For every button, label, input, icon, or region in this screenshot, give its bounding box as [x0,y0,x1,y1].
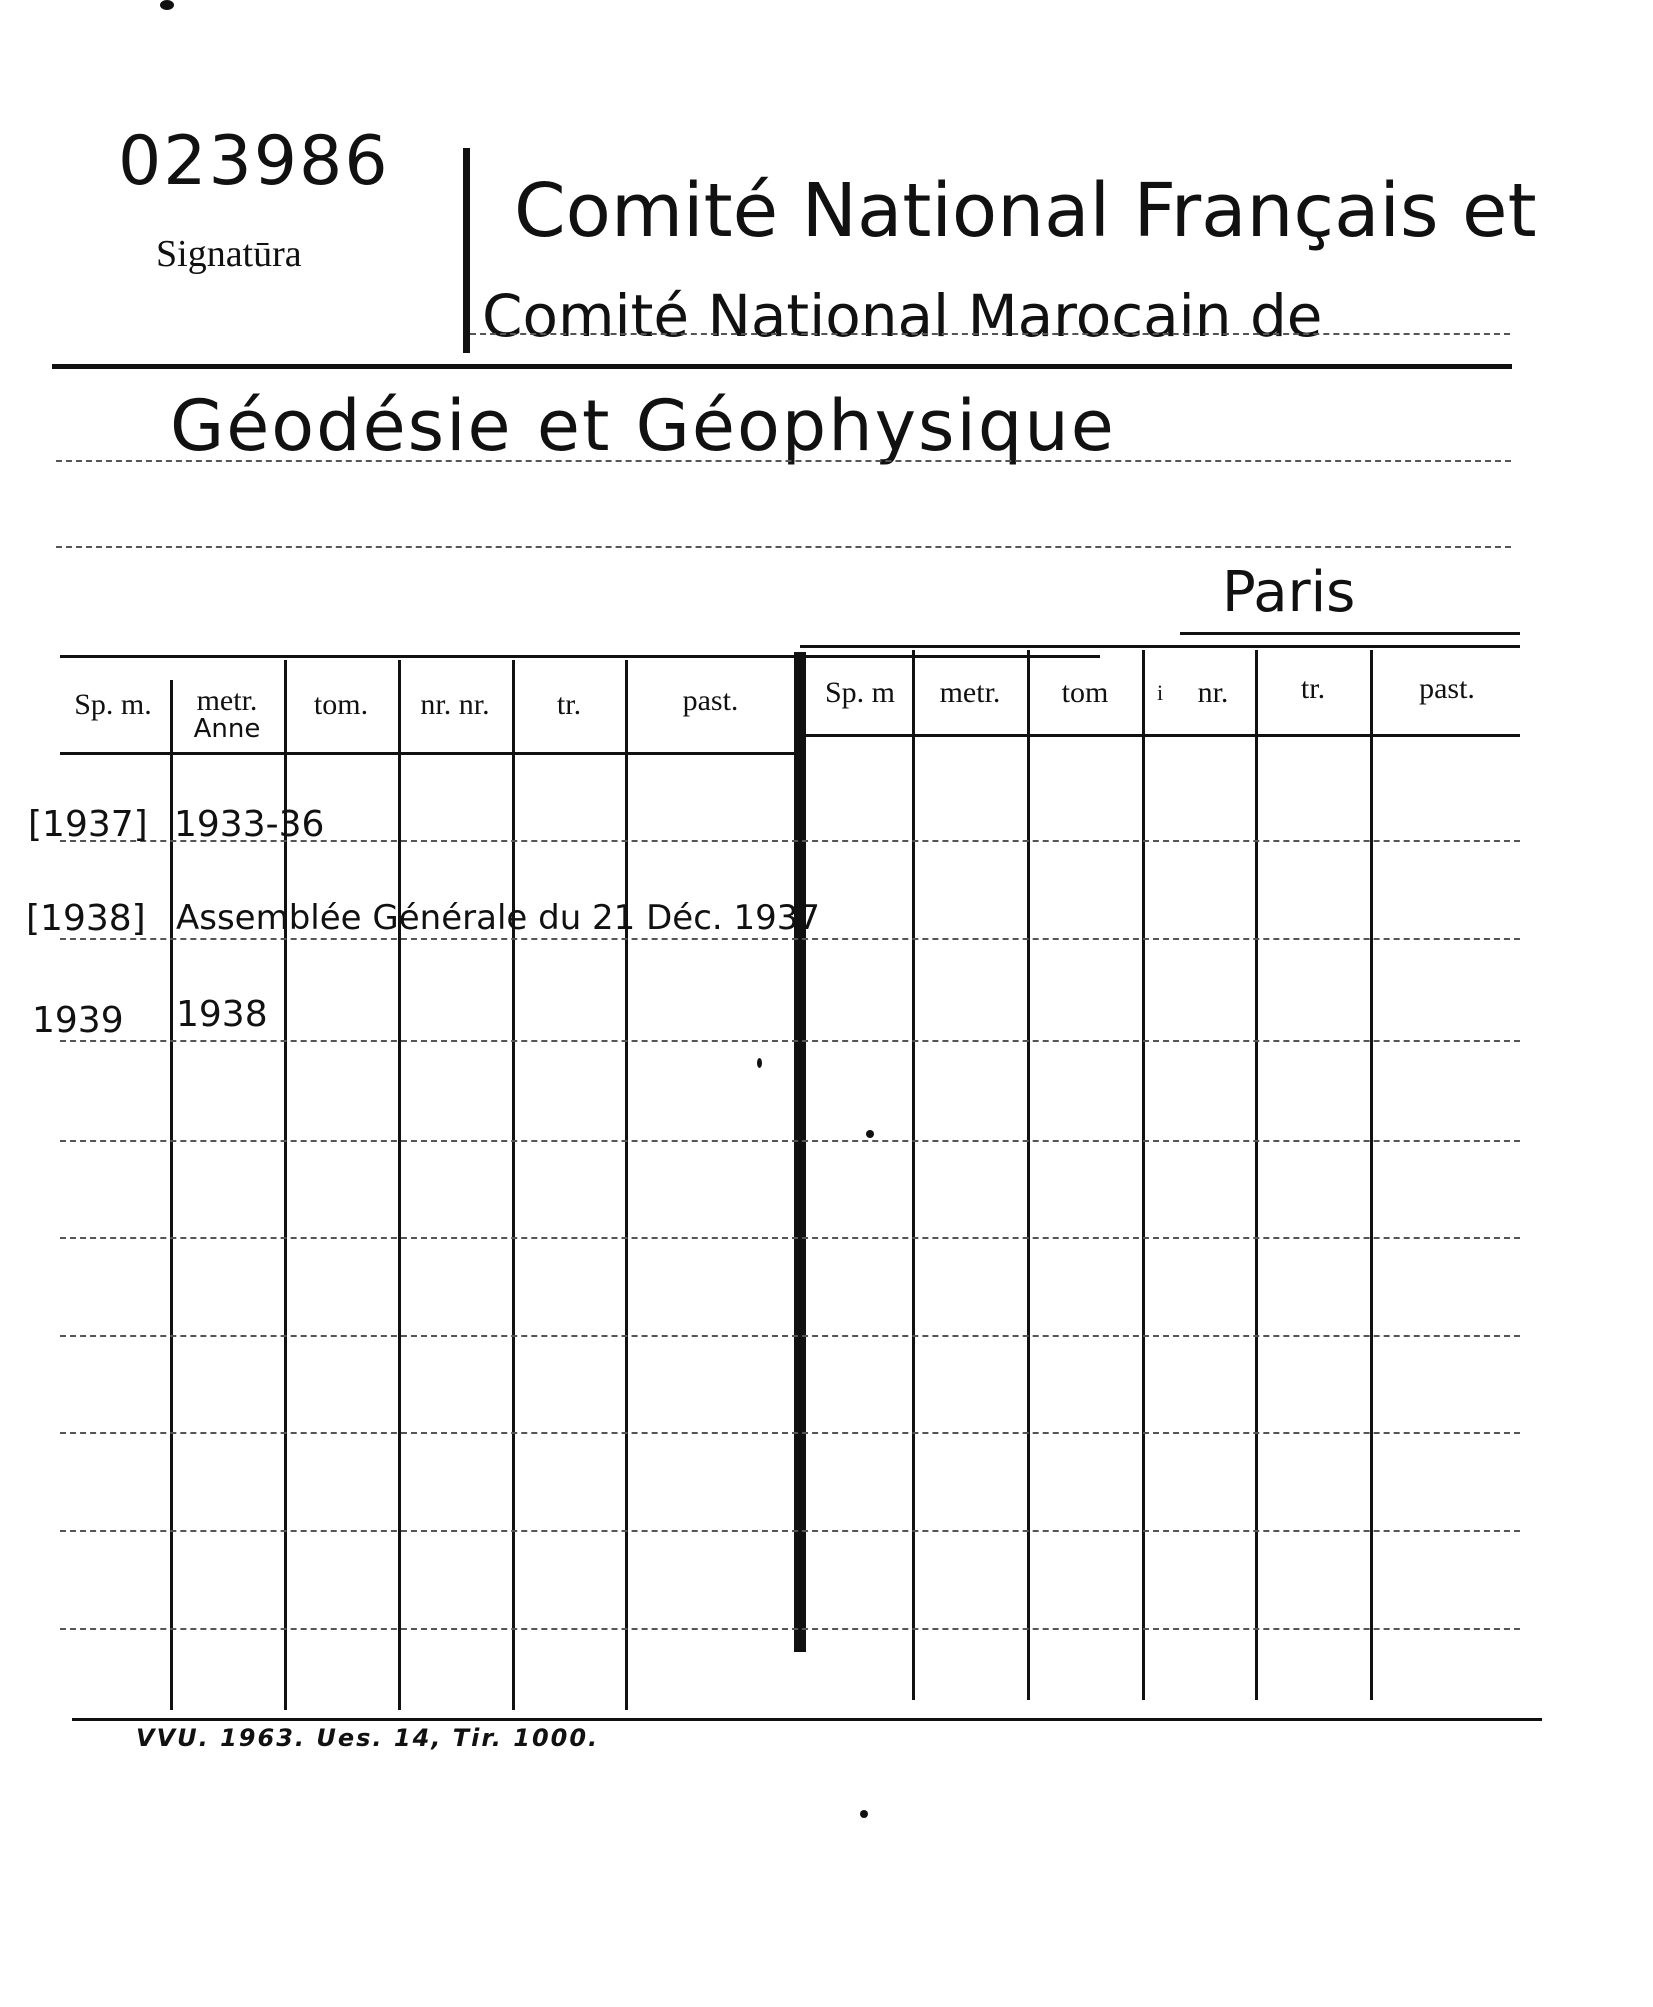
row-line-9 [60,1628,1520,1630]
col-header-tom-right: tom [1061,676,1109,709]
col-header-sp-m: Sp. m. [74,688,152,721]
col-header-tom: tom. [313,688,369,721]
row-line-2 [60,938,1520,940]
title-line-3: Géodésie et Géophysique [170,385,1116,467]
city-underline [1180,632,1520,635]
printer-note: VVU. 1963. Ues. 14, Tir. 1000. [136,1724,600,1752]
row-line-5 [60,1237,1520,1239]
title-line-2: Comité National Marocain de [482,282,1323,350]
signature-number: 023986 [118,122,390,201]
col-line-6 [912,650,915,1700]
row-line-6 [60,1335,1520,1337]
row-line-7 [60,1432,1520,1434]
table-top-rule [60,655,1100,658]
row2-note: Assemblée Générale du 21 Déc. 1937 [176,898,821,938]
signature-label: Signatūra [156,233,302,275]
row-line-8 [60,1530,1520,1532]
table-bottom-rule [72,1718,1542,1721]
header-divider [463,148,470,353]
col-header-nr-nr: nr. nr. [420,688,490,721]
col-header-sp-m-right: Sp. m [824,676,896,709]
row3-metr: 1938 [176,994,268,1035]
row2-sp-m: [1938] [26,898,146,939]
col-header-metr-right: metr. [939,676,1001,709]
city-name: Paris [1222,560,1356,625]
col-line-9 [1255,650,1258,1700]
col-header-past-right: past. [1419,672,1475,705]
col-line-3 [398,660,401,1710]
title-line-rule-1 [470,333,1510,335]
col-line-8 [1142,650,1145,1700]
col-header-tr-right: tr. [1300,672,1326,705]
col-line-10 [1370,650,1373,1700]
col-line-4 [512,660,515,1710]
col-header-tr: tr. [556,688,582,721]
header-underline [52,364,1512,369]
scan-speck [757,1058,762,1068]
col-header-nr-right: nr. [1197,676,1229,709]
col-header-past: past. [682,684,739,717]
col-line-5 [625,660,628,1710]
row1-sp-m: [1937] [28,804,148,845]
table-header-bottom-right [800,734,1520,737]
table-center-divider [794,652,806,1652]
scan-speck [866,1130,874,1138]
col-header-metr: metr. [196,684,258,717]
col-line-7 [1027,650,1030,1700]
col-line-1 [170,680,173,1710]
table-top-rule-right [800,645,1520,648]
row1-metr: 1933-36 [174,804,325,845]
scan-speck [860,1810,868,1818]
row-line-3 [60,1040,1520,1042]
title-rule-2 [56,460,1511,462]
row-line-4 [60,1140,1520,1142]
col-header-i-right: i [1156,680,1164,705]
title-line-1: Comité National Français et [514,168,1537,254]
title-rule-3 [56,546,1511,548]
scan-speck [160,0,174,10]
row3-sp-m: 1939 [32,1000,124,1041]
col-header-annotation: Anne [193,714,261,744]
